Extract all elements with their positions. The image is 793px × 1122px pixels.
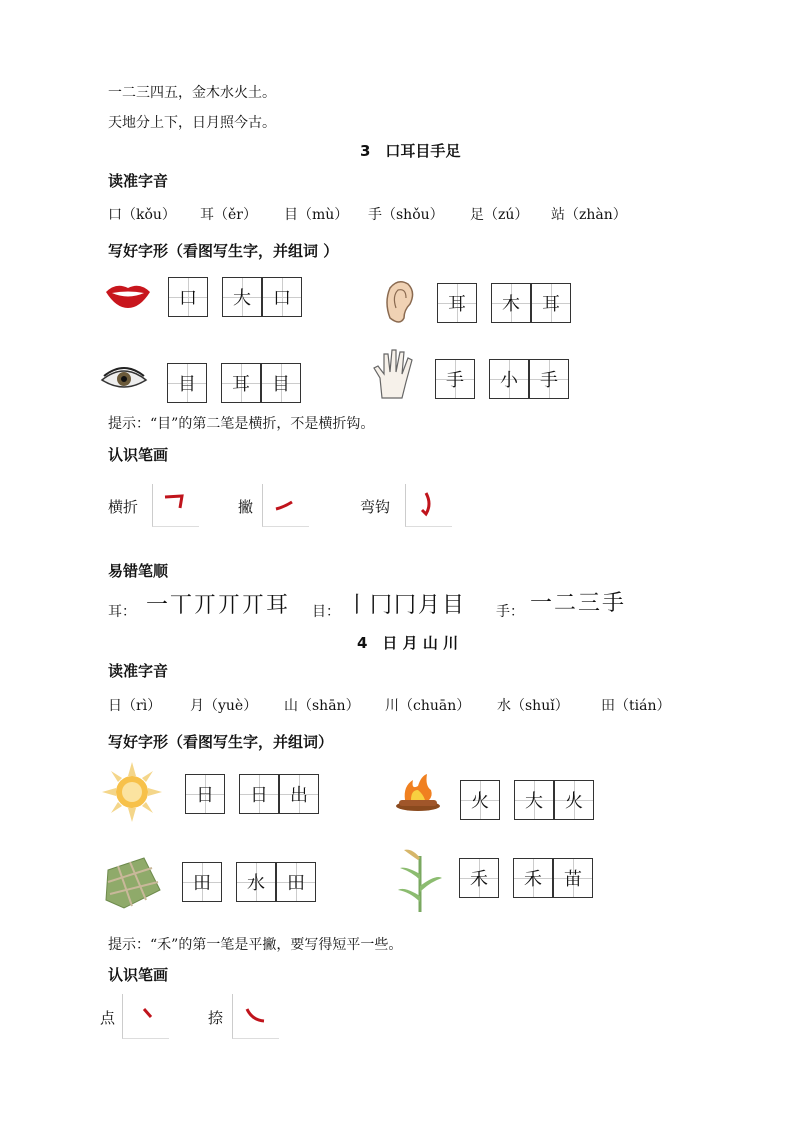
grid-cell[interactable]: 口 bbox=[168, 277, 208, 317]
stroke-wangou-icon bbox=[418, 490, 438, 518]
grid-cell[interactable]: 禾 bbox=[513, 858, 553, 898]
field-icon bbox=[104, 856, 162, 910]
stroke-na-icon bbox=[244, 1006, 268, 1026]
lesson3-order-heading: 易错笔顺 bbox=[108, 562, 169, 580]
order-label: 手： bbox=[496, 604, 524, 620]
grid-cell[interactable]: 出 bbox=[279, 774, 319, 814]
grid-cell[interactable]: 火 bbox=[554, 780, 594, 820]
grid-cell[interactable]: 禾 bbox=[459, 858, 499, 898]
eye-icon bbox=[100, 364, 148, 394]
crop-plant-icon bbox=[396, 846, 444, 914]
stroke-order-sequence: 一丅丌丌丌耳 bbox=[146, 593, 291, 618]
lesson4-write-heading: 写好字形（看图写生字，并组词） bbox=[108, 733, 334, 751]
stroke-order-sequence: 丨冂冂月目 bbox=[346, 593, 467, 618]
stroke-order-sequence: 一二三手 bbox=[530, 591, 627, 616]
grid-cell[interactable]: 田 bbox=[182, 862, 222, 902]
pron-item: 山（shān） bbox=[284, 698, 360, 714]
grid-cell[interactable]: 木 bbox=[491, 283, 531, 323]
pron-item: 耳（ěr） bbox=[200, 207, 257, 223]
pron-item: 目（mù） bbox=[284, 207, 349, 223]
grid-cell[interactable]: 大 bbox=[222, 277, 262, 317]
grid-cell[interactable]: 耳 bbox=[221, 363, 261, 403]
lesson4-strokes-heading: 认识笔画 bbox=[108, 966, 169, 984]
ear-icon bbox=[382, 278, 416, 326]
lesson4-hint: 提示：“禾”的第一笔是平撇，要写得短平一些。 bbox=[108, 937, 403, 953]
fire-icon bbox=[393, 772, 443, 812]
pron-item: 月（yuè） bbox=[190, 698, 258, 714]
stroke-name: 横折 bbox=[108, 498, 139, 516]
pron-item: 手（shǒu） bbox=[368, 207, 444, 223]
grid-cell[interactable]: 苗 bbox=[553, 858, 593, 898]
order-label: 目： bbox=[312, 604, 340, 620]
pron-item: 足（zú） bbox=[470, 207, 529, 223]
grid-cell[interactable]: 目 bbox=[261, 363, 301, 403]
grid-cell[interactable]: 田 bbox=[276, 862, 316, 902]
text-line-1: 一二三四五，金木水火土。 bbox=[108, 85, 276, 101]
pron-item: 口（kǒu） bbox=[108, 207, 176, 223]
pron-item: 水（shuǐ） bbox=[497, 698, 569, 714]
lesson3-write-heading: 写好字形（看图写生字，并组词 ） bbox=[108, 242, 339, 260]
grid-cell[interactable]: 口 bbox=[262, 277, 302, 317]
stroke-dian-icon bbox=[140, 1006, 156, 1022]
order-label: 耳： bbox=[108, 604, 136, 620]
grid-cell[interactable]: 小 bbox=[489, 359, 529, 399]
lesson3-read-heading: 读准字音 bbox=[108, 172, 169, 190]
grid-cell[interactable]: 水 bbox=[236, 862, 276, 902]
pron-item: 日（rì） bbox=[108, 698, 162, 714]
grid-cell[interactable]: 手 bbox=[529, 359, 569, 399]
lesson3-title: 3 口耳目手足 bbox=[360, 142, 461, 160]
stroke-name: 点 bbox=[100, 1009, 116, 1027]
grid-cell[interactable]: 日 bbox=[185, 774, 225, 814]
mouth-icon bbox=[104, 280, 152, 310]
pron-item: 站（zhàn） bbox=[551, 207, 627, 223]
lesson4-title: 4 日 月 山 川 bbox=[357, 634, 459, 652]
sun-icon bbox=[102, 762, 162, 822]
lesson3-strokes-heading: 认识笔画 bbox=[108, 446, 169, 464]
pron-item: 川（chuān） bbox=[385, 698, 471, 714]
grid-cell[interactable]: 耳 bbox=[531, 283, 571, 323]
text-line-2: 天地分上下，日月照今古。 bbox=[108, 115, 276, 131]
stroke-pie-icon bbox=[272, 498, 298, 512]
lesson3-hint: 提示：“目”的第二笔是横折，不是横折钩。 bbox=[108, 416, 375, 432]
stroke-name: 捺 bbox=[208, 1009, 224, 1027]
grid-cell[interactable]: 大 bbox=[514, 780, 554, 820]
grid-cell[interactable]: 手 bbox=[435, 359, 475, 399]
grid-cell[interactable]: 目 bbox=[167, 363, 207, 403]
stroke-name: 撇 bbox=[238, 498, 254, 516]
grid-cell[interactable]: 日 bbox=[239, 774, 279, 814]
grid-cell[interactable]: 耳 bbox=[437, 283, 477, 323]
hand-icon bbox=[372, 348, 416, 400]
lesson4-read-heading: 读准字音 bbox=[108, 662, 169, 680]
stroke-name: 弯钩 bbox=[360, 498, 391, 516]
stroke-hengzhe-icon bbox=[162, 492, 188, 512]
pron-item: 田（tián） bbox=[601, 698, 671, 714]
grid-cell[interactable]: 火 bbox=[460, 780, 500, 820]
